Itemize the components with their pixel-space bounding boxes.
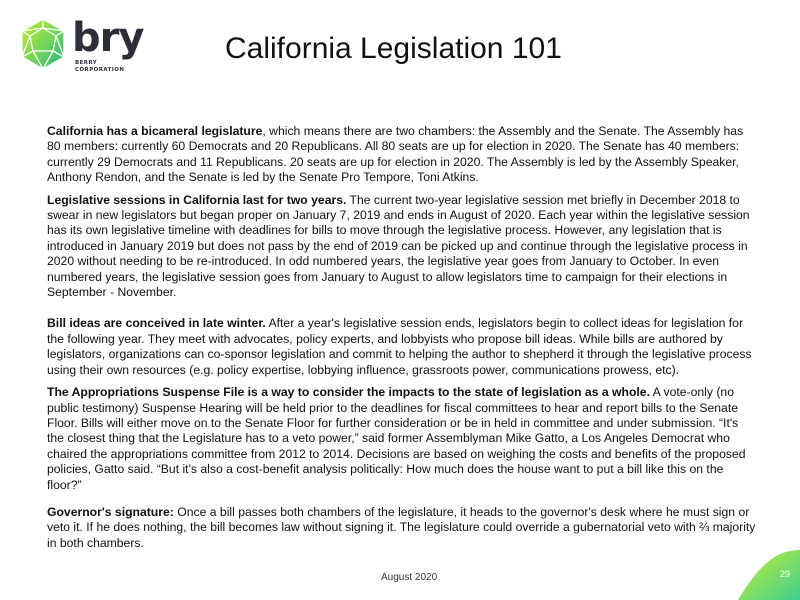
corner-accent-shape: [738, 550, 800, 600]
logo-wordmark: bry: [72, 15, 144, 61]
paragraph-governor-signature: [47, 505, 757, 551]
footer-date: August 2020: [381, 572, 438, 583]
logo-company-line-1: BERRY: [75, 60, 98, 66]
paragraph-lead: Governor's signature:: [47, 504, 174, 519]
paragraph-body: After a year's legislative session ends, legislators begin to collect ideas for legislation for the following year. They meet with advocates, policy experts, and lobbyists who propose bill ideas. While bills are authored by legislators, organizations can co-sponsor legislation and commit to helping the author to shepherd it through the legislative process using their own resources (e.g. policy expertise, lobbying influence, grassroots power, communications prowess, etc).: [47, 316, 752, 377]
paragraph-body: A vote-only (no public testimony) Suspense Hearing will be held prior to the deadlines for fiscal committees to hear and report bills to the Senate Floor. Bills will either move on to the Senate Floor for further consideration or be in held in committee and under submission. “It's the closest thing that the Legislature has to a veto power,” said former Assemblyman Mike Gatto, a Los Angeles Democrat who chaired the appropriations committee from 2012 to 2014. Decisions are based on weighing the costs and benefits of the proposed policies, Gatto said. “But it's also a cost-benefit analysis politically: How much does the house want to put a bill like this on the floor?”: [47, 385, 746, 492]
slide-body: [47, 124, 757, 558]
paragraph-body: Once a bill passes both chambers of the legislature, it heads to the governor's desk where he must sign or veto it. If he does nothing, the bill becomes law without signing it. The legislature could override a gubernatorial veto with ⅔ majority in both chambers.: [47, 504, 756, 550]
paragraph-sessions: [47, 193, 757, 301]
paragraph-bicameral: [47, 124, 757, 186]
paragraph-body: The current two-year legislative session met briefly in December 2018 to swear in new legislators but began proper on January 7, 2019 and ends in August of 2020. Each year within the legislative session has its own legislative timeline with deadlines for bills to move through the legislative process. However, any legislation that is introduced in January 2019 but does not pass by the end of 2019 can be picked up and continue through the legislative process in 2020 without needing to be re-introduced. In odd numbered years, the legislative year goes from January to October. In even numbered years, the legislative session goes from January to August to allow legislators time to campaign for their elections in September - November.: [47, 192, 750, 300]
paragraph-lead: California has a bicameral legislature: [47, 124, 263, 138]
paragraph-lead: Bill ideas are conceived in late winter.: [47, 316, 266, 331]
berry-logo-icon: [20, 18, 66, 70]
paragraph-body: , which means there are two chambers: the Assembly and the Senate. The Assembly has 80 members: currently 60 Democrats and 20 Republicans. All 80 seats are up for election in 2020. The Senate has 40 members: currently 29 Democrats and 11 Republicans. 20 seats are up for election in 2020. The Assembly is led by the Assembly Speaker, Anthony Rendon, and the Senate is led by the Senate Pro Tempore, Toni Atkins.: [47, 124, 744, 185]
paragraph-bill-ideas: [47, 316, 757, 378]
page-number: 29: [779, 569, 790, 579]
logo-company-line-2: CORPORATION: [75, 66, 125, 73]
paragraph-suspense-file: [47, 385, 757, 493]
paragraph-lead: The Appropriations Suspense File is a way to consider the impacts to the state of legislation as a whole.: [47, 385, 650, 400]
paragraph-lead: Legislative sessions in California last for two years.: [47, 192, 347, 207]
logo-company-name: [75, 60, 124, 73]
page-title: California Legislation 101: [225, 32, 562, 65]
